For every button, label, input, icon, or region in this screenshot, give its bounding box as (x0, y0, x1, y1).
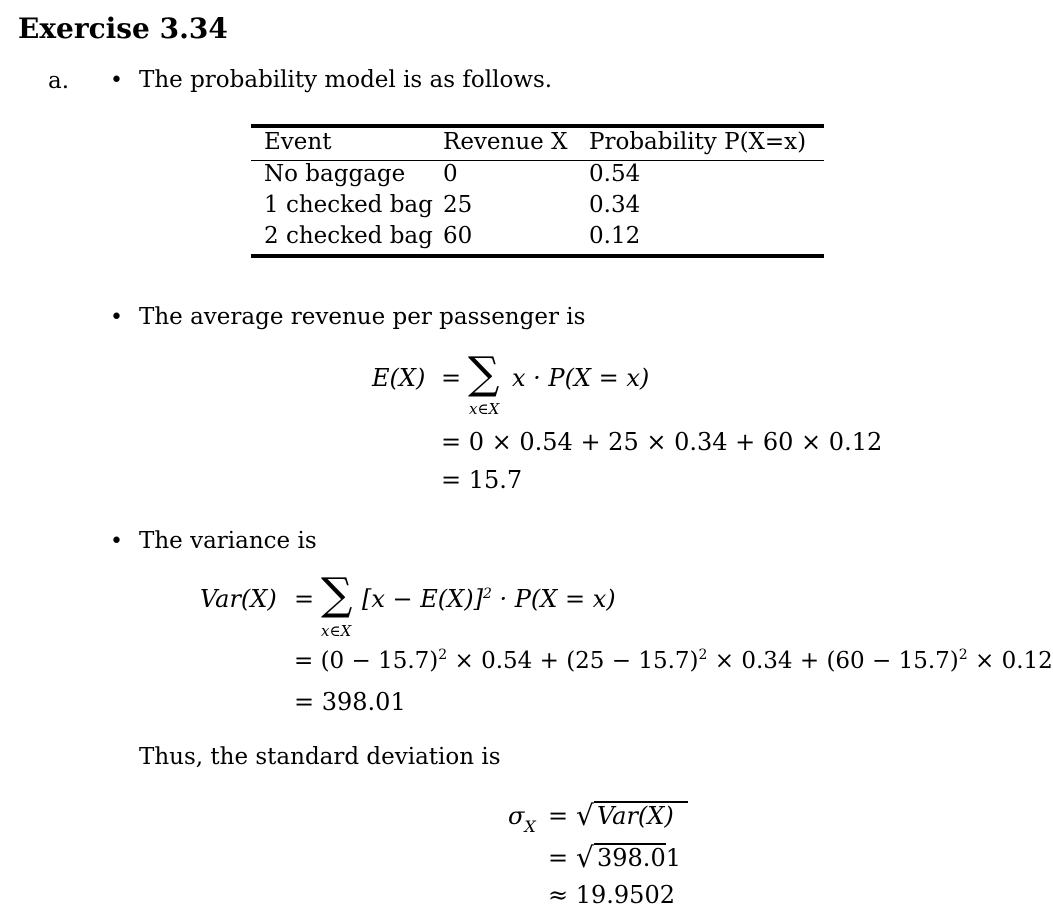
thus-text: Thus, the standard deviation is (139, 744, 501, 770)
bullet-1: • (110, 68, 123, 93)
table-row-3-revenue: 60 (443, 223, 473, 249)
sd-lhs: $\sigma_X$ (508, 802, 536, 836)
table-row-2-probability: 0.34 (589, 192, 641, 218)
sd-line-1-arg: Var(X) (597, 802, 674, 830)
sd-line-3: ≈ 19.9502 (548, 881, 675, 909)
variance-line-2: = $(0 - 15.7)^2 \times 0.54 + (25 - 15.7)^2 \times 0.34 + (60 - 15.7)^2 \times 0.12$ (294, 647, 1053, 674)
mean-line-2: = 0 × 0.54 + 25 × 0.34 + 60 × 0.12 (441, 428, 883, 456)
bullet-1-text: The probability model is as follows. (139, 67, 553, 93)
table-header-event: Event (264, 129, 332, 155)
sd-line-2-eq: = (548, 844, 569, 872)
bullet-2-text: The average revenue per passenger is (139, 304, 586, 330)
sqrt-icon: √ (576, 799, 594, 832)
page-title: Exercise 3.34 (18, 12, 228, 45)
sqrt-icon: √ (576, 841, 594, 874)
table-header-probability: Probability P(X=x) (589, 129, 807, 155)
sum-symbol: ∑ (321, 569, 353, 620)
table-row-1-event: No baggage (264, 161, 406, 187)
variance-sum-sub: x∈X (321, 622, 352, 640)
table-row-1-revenue: 0 (443, 161, 458, 187)
table-row-3-probability: 0.12 (589, 223, 641, 249)
table-header-revenue: Revenue X (443, 129, 568, 155)
table-top-rule (251, 124, 824, 128)
bullet-3: • (110, 529, 123, 554)
table-row-3-event: 2 checked bag (264, 223, 433, 249)
part-label: a. (48, 68, 70, 94)
variance-eq: = (294, 585, 315, 613)
mean-lhs: E(X) (372, 364, 426, 392)
table-bottom-rule (251, 254, 824, 258)
sum-symbol: ∑ (468, 348, 500, 399)
bullet-2: • (110, 305, 123, 330)
mean-sum-sub: x∈X (469, 400, 500, 418)
mean-term: x · P(X = x) (512, 364, 650, 392)
sd-line-2-arg: 398.01 (597, 844, 681, 872)
table-row-2-event: 1 checked bag (264, 192, 433, 218)
table-row-1-probability: 0.54 (589, 161, 641, 187)
table-row-2-revenue: 25 (443, 192, 473, 218)
bullet-3-text: The variance is (139, 528, 317, 554)
mean-line-3: = 15.7 (441, 466, 523, 494)
variance-line-3: = 398.01 (294, 688, 406, 716)
variance-lhs: Var(X) (200, 585, 277, 613)
sd-eq: = (548, 802, 569, 830)
variance-term: $[x - E(X)]^2 \cdot P(X = x)$ (362, 585, 616, 613)
mean-eq: = (441, 364, 462, 392)
